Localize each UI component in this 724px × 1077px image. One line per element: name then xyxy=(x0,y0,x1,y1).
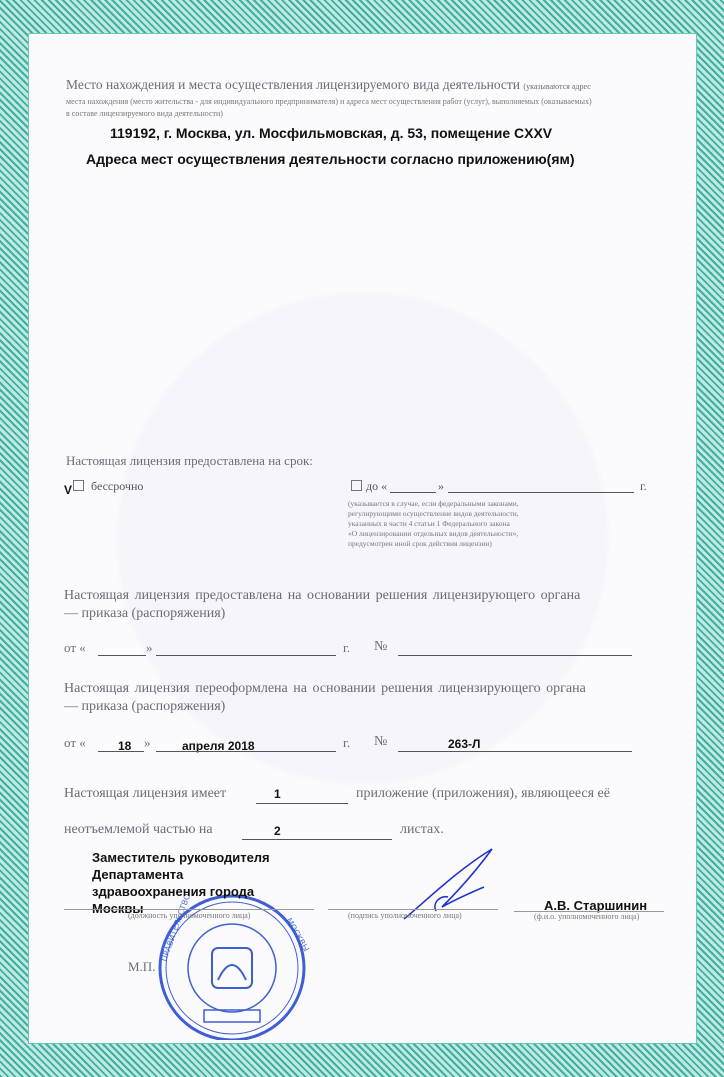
svg-text:ПРАВИТЕЛЬСТВО: ПРАВИТЕЛЬСТВО xyxy=(159,892,193,963)
term-note-line: регулирующими осуществление видов деятельности, xyxy=(348,509,519,518)
position-line xyxy=(64,909,314,910)
reissued-number-line xyxy=(398,751,632,752)
signatory-title-line: Департамента xyxy=(92,867,184,882)
reissued-month-year: апреля 2018 xyxy=(182,739,255,753)
granted-line2: — приказа (распоряжения) xyxy=(64,606,226,621)
position-note: (должность уполномоченного лица) xyxy=(128,911,251,920)
appendix-sheets: 2 xyxy=(274,824,281,838)
signatory-name: А.В. Старшинин xyxy=(544,898,648,913)
term-note xyxy=(348,499,608,549)
granted-num: № xyxy=(374,639,388,654)
location-heading-row xyxy=(66,77,706,93)
reissued-day-line xyxy=(98,751,144,752)
granted-number-line xyxy=(398,655,632,656)
term-note-line: «О лицензировании отдельных видов деятельности», xyxy=(348,529,519,538)
granted-line1: Настоящая лицензия предоставлена на основании решения лицензирующего органа xyxy=(64,588,581,603)
location-note-line2: места нахождения (место жительства - для индивидуального предпринимателя) и адреса мест осуществления работ (услуг), выполняемых (оказываемых) xyxy=(66,97,592,106)
signatory-title xyxy=(92,849,270,917)
check-mark: V xyxy=(64,483,73,497)
reissued-year: г. xyxy=(343,735,351,750)
appendix-sheets-line xyxy=(242,839,392,840)
granted-day-line xyxy=(98,655,146,656)
granted-year: г. xyxy=(343,640,351,655)
reissued-number: 263-Л xyxy=(448,737,481,751)
term-note-line: (указывается в случае, если федеральными законами, xyxy=(348,499,519,508)
reissued-quote: » xyxy=(144,735,151,750)
reissued-line2: — приказа (распоряжения) xyxy=(64,699,226,714)
unlimited-checkbox[interactable] xyxy=(73,480,84,491)
granted-from: от « xyxy=(64,640,86,655)
location-heading: Место нахождения и места осуществления лицензируемого вида деятельности xyxy=(66,77,521,92)
term-note-line: предусмотрен иной срок действия лицензии) xyxy=(348,539,492,548)
location-note-line3: в составе лицензируемого вида деятельности) xyxy=(66,109,223,118)
signatory-title-line: Заместитель руководителя xyxy=(92,850,270,865)
document-body xyxy=(28,33,697,1044)
signatory-title-line: Москвы xyxy=(92,901,144,916)
appendix-line1-end: приложение (приложения), являющееся её xyxy=(356,786,610,801)
appendix-line2-end: листах. xyxy=(400,822,444,837)
until-quote: » xyxy=(438,479,444,493)
appendix-count-line xyxy=(256,803,348,804)
until-date-line xyxy=(448,492,634,493)
sign-line xyxy=(328,909,498,910)
appendix-line1-start: Настоящая лицензия имеет xyxy=(64,786,227,801)
granted-date-line xyxy=(156,655,336,656)
svg-text:МОСКВЫ: МОСКВЫ xyxy=(284,916,311,954)
name-note: (ф.и.о. уполномоченного лица) xyxy=(534,912,640,921)
reissued-num: № xyxy=(374,734,388,749)
mp-label: М.П. xyxy=(128,959,156,974)
reissued-line1: Настоящая лицензия переоформлена на основании решения лицензирующего органа xyxy=(64,681,586,696)
reissued-date-line xyxy=(156,751,336,752)
appendix-line2-start: неотъемлемой частью на xyxy=(64,822,213,837)
term-note-line: указанных в части 4 статьи 1 Федерального закона xyxy=(348,519,510,528)
addresses-ref: Адреса мест осуществления деятельности согласно приложению(ям) xyxy=(86,151,575,167)
appendix-count: 1 xyxy=(274,787,281,801)
granted-quote: » xyxy=(146,640,153,655)
signatory-title-line: здравоохранения города xyxy=(92,884,255,899)
until-day-line xyxy=(390,492,436,493)
reissued-from: от « xyxy=(64,735,86,750)
until-label: до « xyxy=(366,479,388,493)
term-until-option xyxy=(351,479,387,494)
until-year: г. xyxy=(640,479,647,493)
until-checkbox[interactable] xyxy=(351,480,362,491)
unlimited-label: бессрочно xyxy=(91,479,144,493)
term-unlimited-option xyxy=(62,479,144,497)
term-heading: Настоящая лицензия предоставлена на срок: xyxy=(66,453,313,468)
address: 119192, г. Москва, ул. Мосфильмовская, д. 53, помещение CXXV xyxy=(110,125,553,141)
reissued-day: 18 xyxy=(118,739,132,753)
location-heading-note: (указываются адрес xyxy=(523,82,591,91)
sign-note: (подпись уполномоченного лица) xyxy=(348,911,462,920)
